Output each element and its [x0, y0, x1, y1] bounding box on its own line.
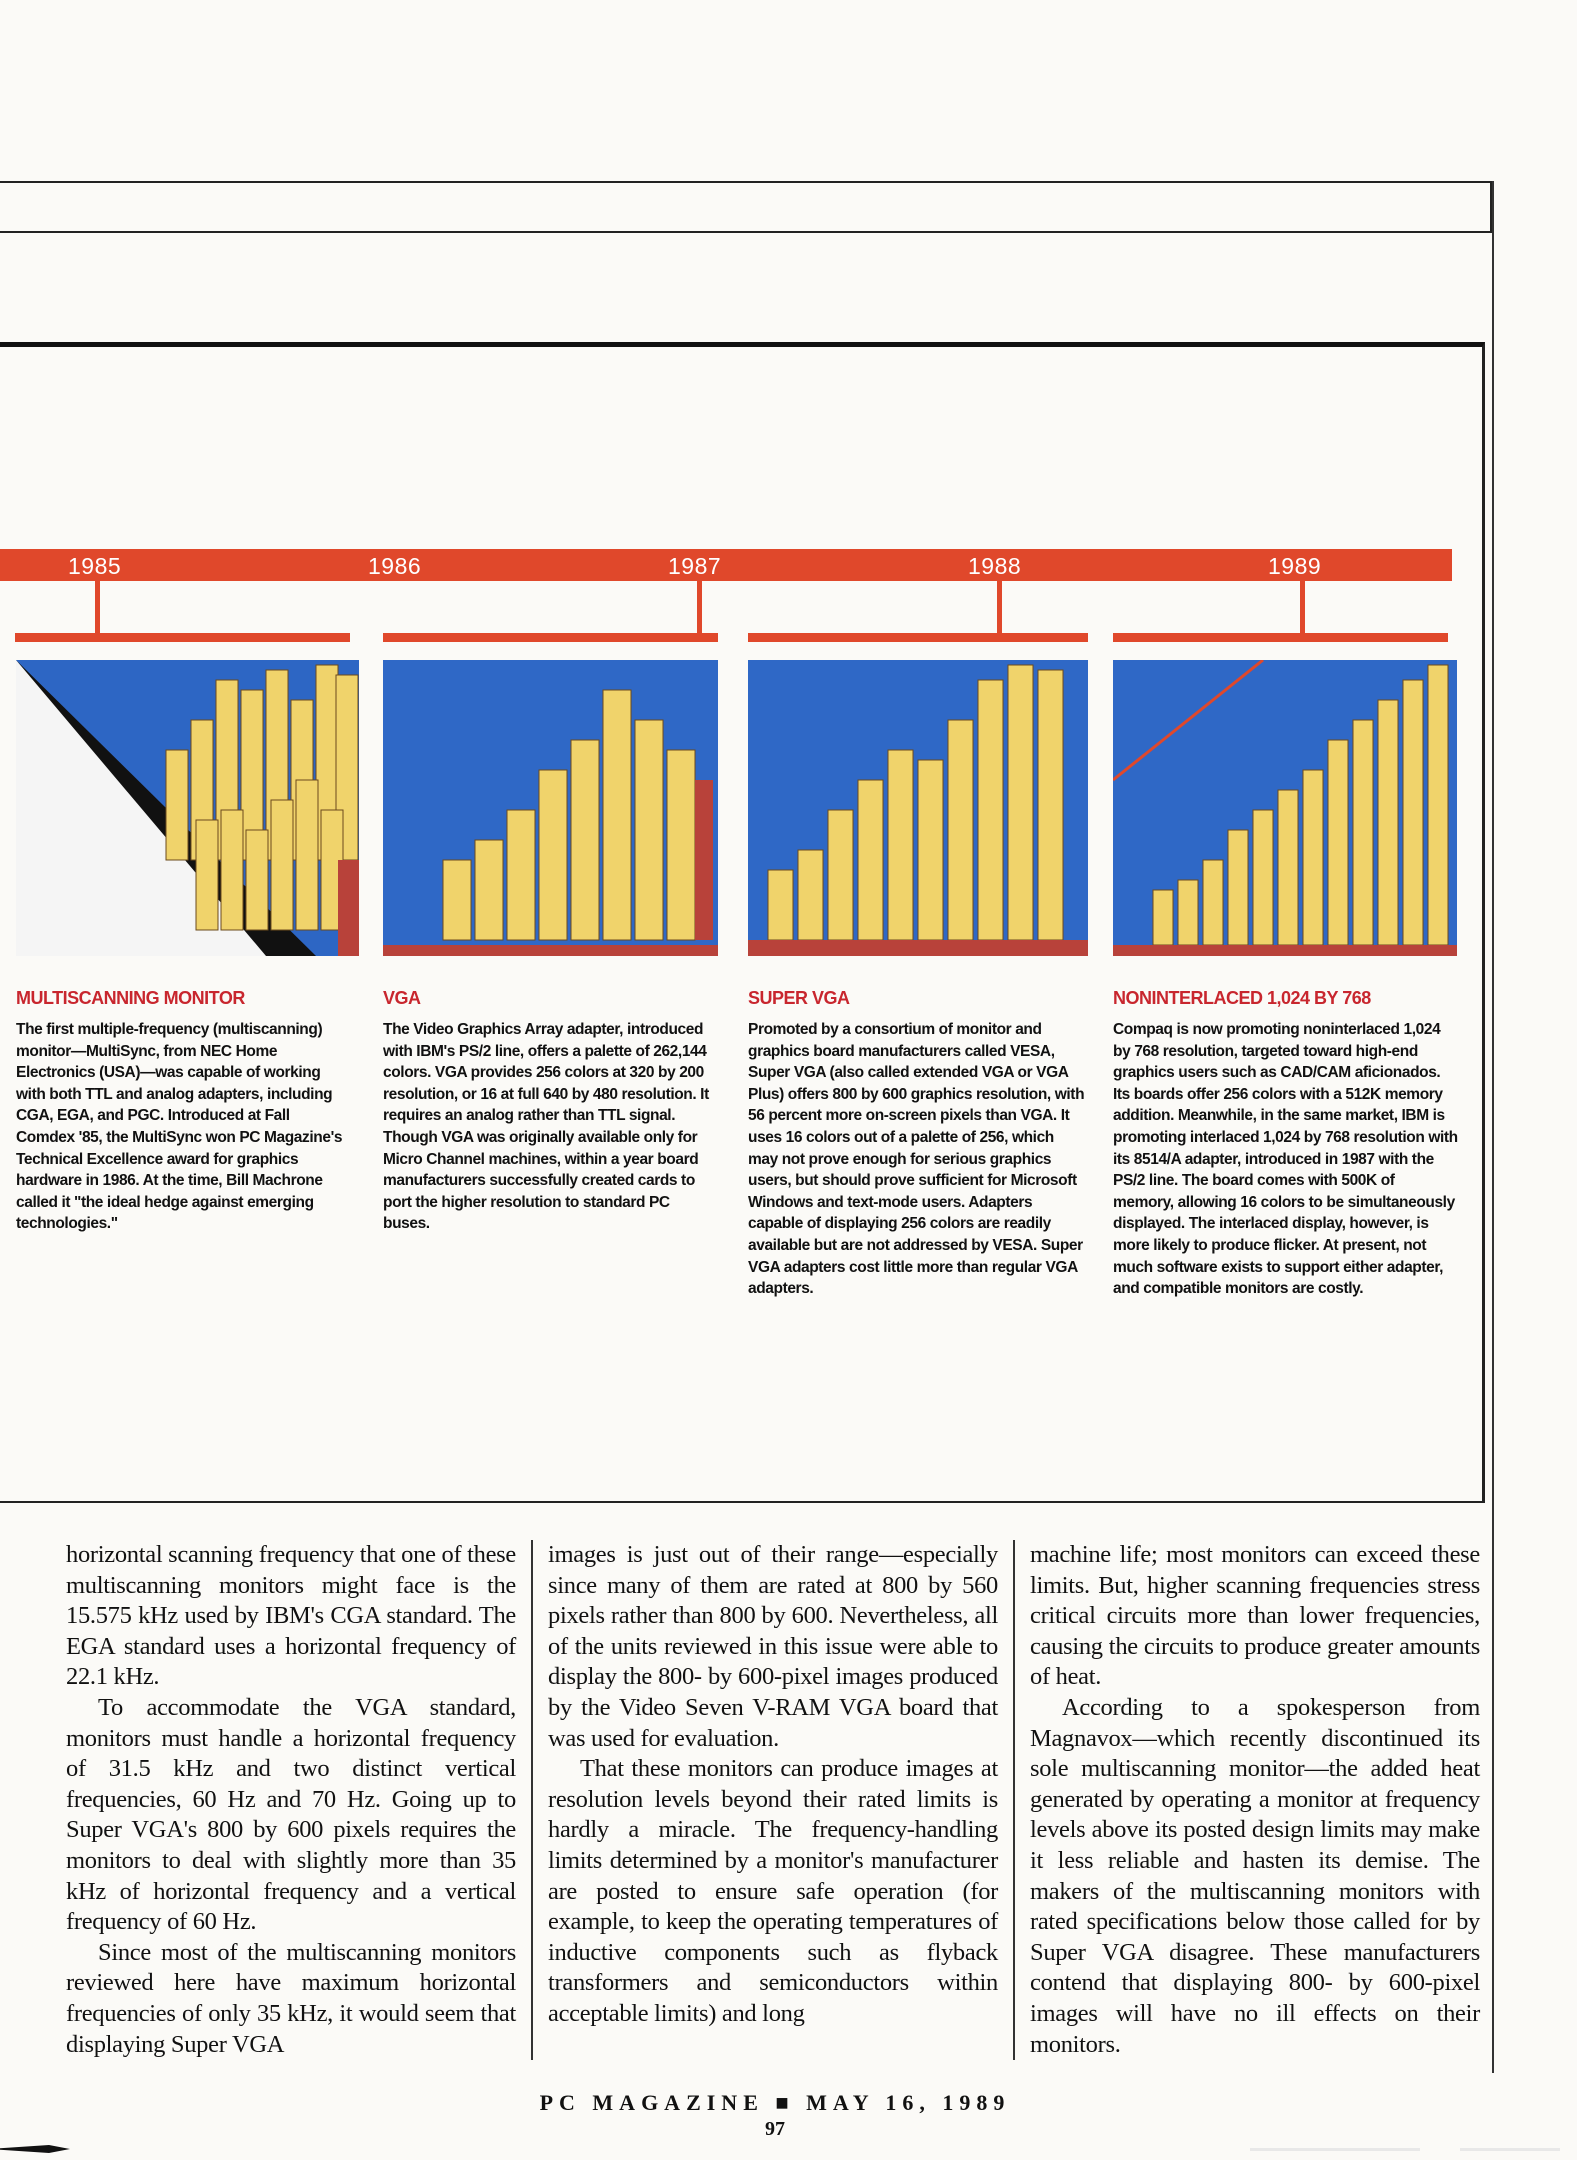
scan-mark	[1250, 2148, 1420, 2151]
page-border-right	[1492, 181, 1494, 2073]
paragraph: machine life; most monitors can exceed these limits. But, higher scanning frequencies stress critical circuits more than lower frequencies, causing the circuits to produce greater amounts of heat.	[1030, 1541, 1480, 1691]
timeline-bracket	[15, 633, 350, 642]
year-label: 1985	[68, 553, 122, 579]
timeline-bracket	[1113, 633, 1448, 642]
panel-title: MULTISCANNING MONITOR	[16, 988, 245, 1008]
page-number: 97	[765, 2118, 785, 2140]
year-label: 1986	[368, 553, 422, 579]
timeline-tick	[997, 581, 1002, 637]
timeline-bracket	[383, 633, 718, 642]
timeline-tick	[95, 581, 100, 637]
publication-name: PC MAGAZINE	[539, 2090, 764, 2115]
issue-date: MAY 16, 1989	[806, 2090, 1011, 2115]
paragraph: horizontal scanning frequency that one of these multiscanning monitors might face is the 15.575 kHz used by IBM's CGA standard. The EGA standard uses a horizontal frequency of 22.1 kHz.	[66, 1541, 516, 1691]
year-label: 1988	[968, 553, 1022, 579]
panel-title: NONINTERLACED 1,024 BY 768	[1113, 988, 1371, 1008]
timeline-tick	[1300, 581, 1305, 637]
panel-title: SUPER VGA	[748, 988, 850, 1008]
year-label: 1989	[1268, 553, 1322, 579]
scan-mark	[1460, 2148, 1560, 2151]
paragraph: That these monitors can produce images at resolution levels beyond their rated limits is hardly a miracle. The frequency-handling limits determined by a monitor's manufacturer are posted to ensure safe operation (for example, to keep the operating temperatures of inductive components such as flyback transformers and semiconductors within acceptable limits) and long	[548, 1755, 998, 2027]
timeline-bar	[0, 549, 1452, 581]
panel-body: Compaq is now promoting noninterlaced 1,024 by 768 resolution, targeted toward high-end graphics users such as CAD/CAM aficionados. Its boards offer 256 colors with a 512K memory addition. Meanwhile, in the same market, IBM is promoting interlaced 1,024 by 768 resolution with its 8514/A adapter, introduced in 1987 with the PS/2 line. The board comes with 500K of memory, allowing 16 colors to be simultaneously displayed. The interlaced display, however, is more likely to produce flicker. At present, not much software exists to support either adapter, and compatible monitors are costly.	[1113, 1021, 1458, 1298]
timeline-bracket	[748, 633, 1088, 642]
paragraph: images is just out of their range—especially since many of them are rated at 800 by 560 pixels rather than 800 by 600. Nevertheless, all of the units reviewed in this issue were able to display the 800- by 600-pixel images produced by the Video Seven V-RAM VGA board that was used for evaluation.	[548, 1541, 998, 1752]
article-column	[66, 1540, 516, 2060]
panel-body: The first multiple-frequency (multiscanning) monitor—MultiSync, from NEC Home Electronics (USA)—was capable of working with both TTL and analog adapters, including CGA, EGA, and PGC. Introduced at Fall Comdex '85, the MultiSync won PC Magazine's Technical Excellence award for graphics hardware in 1986. At the time, Bill Machrone called it "the ideal hedge against emerging technologies."	[16, 1021, 343, 1233]
column-rule	[1013, 1540, 1015, 2060]
panel-body: The Video Graphics Array adapter, introduced with IBM's PS/2 line, offers a palette of 262,144 colors. VGA provides 256 colors at 320 by 200 resolution, or 16 at full 640 by 480 resolution. It requires an analog rather than TTL signal. Though VGA was originally available only for Micro Channel machines, within a year board manufacturers successfully created cards to port the higher resolution to standard PC buses.	[383, 1021, 709, 1233]
panel-title: VGA	[383, 988, 421, 1008]
top-frame	[0, 181, 1492, 233]
footer-separator: ■	[775, 2090, 795, 2115]
paragraph: To accommodate the VGA standard, monitors must handle a horizontal frequency of 31.5 kHz and two distinct vertical frequencies, 60 Hz and 70 Hz. Going up to Super VGA's 800 by 600 pixels requires the monitors to deal with slightly more than 35 kHz of horizontal frequency and a vertical frequency of 60 Hz.	[66, 1693, 516, 1936]
multiscanning-monitor-image	[16, 660, 359, 956]
timeline-tick	[697, 581, 702, 637]
panel-body: Promoted by a consortium of monitor and graphics board manufacturers called VESA, Super VGA (also called extended VGA or VGA Plus) offers 800 by 600 graphics resolution, with 56 percent more on-screen pixels than VGA. It uses 16 colors out of a palette of 256, which may not prove enough for serious graphics users, but should prove sufficient for Microsoft Windows and text-mode users. Adapters capable of displaying 256 colors are readily available but are not addressed by VESA. Super VGA adapters cost little more than regular VGA adapters.	[748, 1021, 1085, 1298]
article-column	[548, 1540, 998, 2030]
paragraph: Since most of the multiscanning monitors reviewed here have maximum horizontal frequencies of only 35 kHz, it would seem that displaying Super VGA	[66, 1938, 516, 2058]
vga-image	[383, 660, 718, 956]
noninterlaced-1024-image	[1113, 660, 1457, 956]
paragraph: According to a spokesperson from Magnavox—which recently discontinued its sole multiscanning monitor—the added heat generated by operating a monitor at frequency levels above its posted design limits may make it less reliable and hasten its demise. The makers of the multiscanning monitors with rated specifications below those called for by Super VGA disagree. These manufacturers contend that displaying 800- by 600-pixel images will have no ill effects on their monitors.	[1030, 1693, 1480, 2058]
arrow-mark	[0, 2145, 70, 2153]
page-footer	[0, 2090, 1550, 2116]
column-rule	[531, 1540, 533, 2060]
article-column	[1030, 1540, 1480, 2060]
super-vga-image	[748, 660, 1088, 956]
year-label: 1987	[668, 553, 722, 579]
